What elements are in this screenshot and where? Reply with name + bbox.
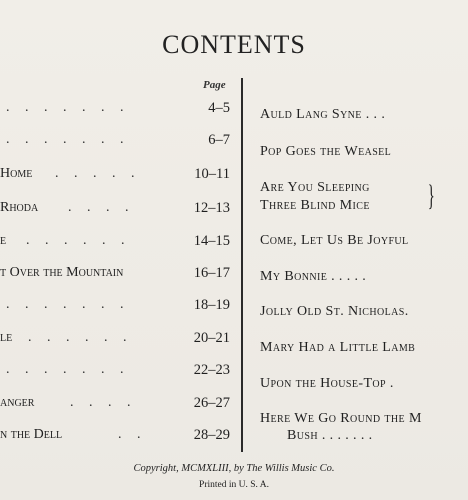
toc-entry-left — [0, 100, 232, 122]
toc-entry-right: Are You Sleeping — [260, 180, 370, 195]
toc-entry-right: Pop Goes the Weasel — [260, 144, 392, 159]
leader-dots: . . . . — [68, 200, 135, 215]
song-title: e — [0, 233, 7, 248]
toc-entry-left — [0, 233, 232, 255]
page-range: 28–29 — [193, 427, 230, 443]
toc-entry-left — [0, 132, 232, 154]
page-column-header: Page — [203, 79, 226, 91]
toc-entry-left — [0, 265, 232, 287]
leader-dots: . . . . . . — [26, 233, 131, 248]
page-range: 14–15 — [193, 233, 230, 249]
page-range: 12–13 — [193, 200, 230, 216]
page-range: 10–11 — [194, 166, 230, 182]
toc-entry-left — [0, 395, 232, 417]
toc-entry-right: Mary Had a Little Lamb — [260, 340, 416, 355]
toc-entry-right: Three Blind Mice — [260, 198, 370, 213]
toc-entry-right: Upon the House-Top . — [260, 376, 394, 391]
leader-dots: . . . . . . . — [6, 362, 130, 377]
toc-entry-right: Bush . . . . . . . — [287, 428, 373, 443]
page-range: 6–7 — [208, 132, 230, 148]
song-title: n the Dell — [0, 427, 63, 442]
song-title: t Over the Mountain — [0, 265, 124, 280]
leader-dots: . . — [118, 427, 147, 442]
page-range: 18–19 — [193, 297, 230, 313]
toc-entry-right: My Bonnie . . . . . — [260, 269, 367, 284]
toc-entry-left — [0, 166, 232, 188]
grouping-brace: } — [427, 179, 435, 212]
leader-dots: . . . . . . . — [6, 132, 130, 147]
song-title: anger — [0, 395, 35, 410]
copyright-line: Copyright, MCMXLIII, by The Willis Music Co. — [133, 463, 335, 474]
toc-entry-right: Auld Lang Syne . . . — [260, 107, 386, 122]
toc-entry-left — [0, 200, 232, 222]
leader-dots: . . . . . . . — [6, 297, 130, 312]
printed-in-line: Printed in U. S. A. — [199, 480, 269, 490]
toc-entry-right: Come, Let Us Be Joyful — [260, 233, 409, 248]
leader-dots: . . . . . . — [28, 330, 133, 345]
page-range: 20–21 — [193, 330, 230, 346]
toc-entry-right: Jolly Old St. Nicholas. — [260, 304, 409, 319]
toc-entry-left — [0, 330, 232, 352]
toc-entry-left — [0, 427, 232, 449]
song-title: Home — [0, 166, 33, 181]
toc-entry-left — [0, 297, 232, 319]
song-title: Rhoda — [0, 200, 39, 215]
leader-dots: . . . . — [70, 395, 137, 410]
page-range: 16–17 — [193, 265, 230, 281]
column-divider — [241, 78, 243, 452]
leader-dots: . . . . . — [55, 166, 141, 181]
leader-dots: . . . . . . . — [6, 100, 130, 115]
page-range: 4–5 — [208, 100, 230, 116]
page-title: CONTENTS — [162, 30, 306, 59]
page-range: 22–23 — [193, 362, 230, 378]
page-range: 26–27 — [193, 395, 230, 411]
toc-entry-left — [0, 362, 232, 384]
song-title: le — [0, 330, 13, 345]
toc-entry-right: Here We Go Round the M — [260, 411, 422, 426]
